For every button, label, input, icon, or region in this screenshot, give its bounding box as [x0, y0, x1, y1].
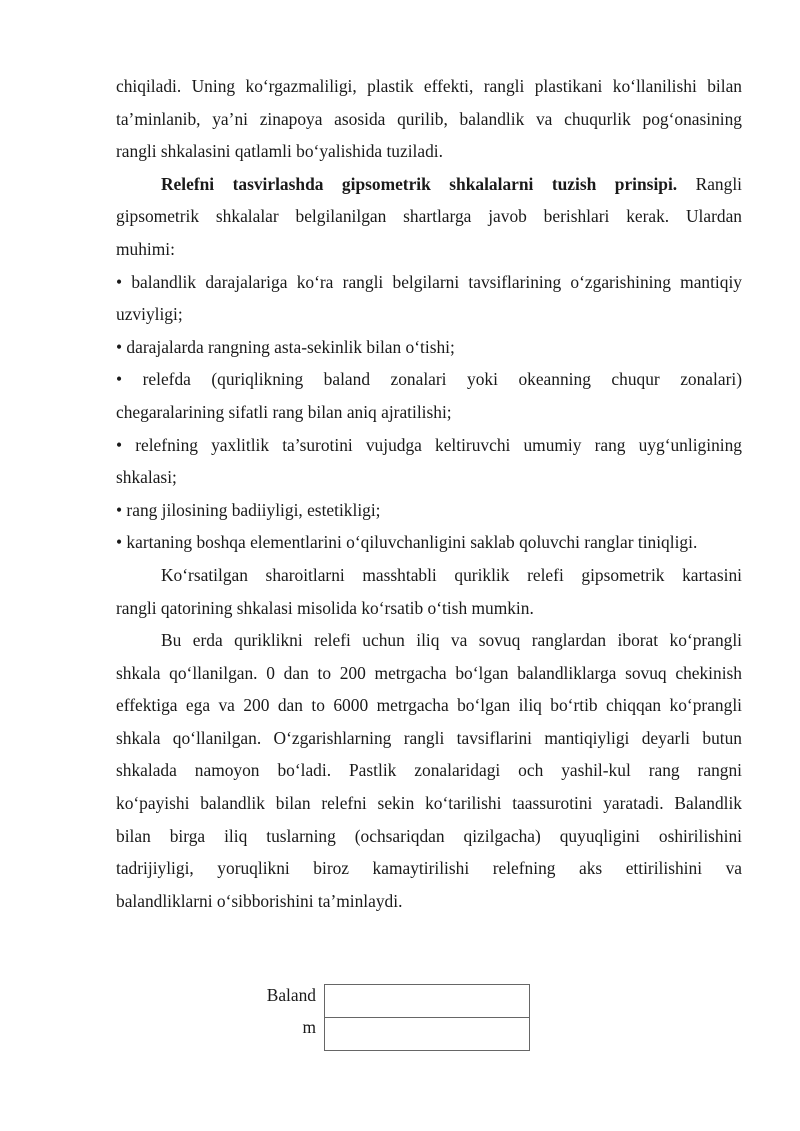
bullet-item-cont: chegaralarining sifatli rang bilan aniq ajratilishi; — [116, 401, 452, 422]
text-line: muhimi: — [116, 238, 175, 259]
text-line: bilan birga iliq tuslarning (ochsariqdan qizilgacha) quyuqligini oshirilishini — [116, 825, 742, 846]
text-line: ko‘payishi balandlik bilan relefni sekin ko‘tarilishi taassurotini yaratadi. Balandlik — [116, 793, 742, 814]
bullet-item: • relefda (quriqlikning baland zonalari yoki okeanning chuqur zonalari) — [116, 369, 742, 390]
bullet-item: • darajalarda rangning asta-sekinlik bilan o‘tishi; — [116, 336, 455, 357]
document-page — [116, 70, 742, 917]
text-line: rangli shkalasini qatlamli bo‘yalishida tuziladi. — [116, 141, 443, 162]
bullet-item: • relefning yaxlitlik ta’surotini vujudga keltiruvchi umumiy rang uyg‘unligining — [116, 434, 742, 455]
text-line: balandliklarni o‘sibborishini ta’minlaydi. — [116, 890, 403, 911]
text-fragment: Rangli — [695, 173, 742, 194]
text-line: shkala qo‘llanilgan. 0 dan to 200 metrgacha bo‘lgan balandliklarga sovuq chekinish — [116, 662, 742, 683]
text-line: Ko‘rsatilgan sharoitlarni masshtabli quriklik relefi gipsometrik kartasini — [161, 564, 742, 585]
text-line: tadrijiyligi, yoruqlikni biroz kamaytirilishi relefning aks ettirilishini va — [116, 858, 742, 879]
text-line: effektiga ega va 200 dan to 6000 metrgacha bo‘lgan iliq bo‘rtib chiqqan ko‘prangli — [116, 695, 742, 716]
section-heading: Relefni tasvirlashda gipsometrik shkalalarni tuzish prinsipi. — [161, 173, 678, 194]
text-line: shkala qo‘llanilgan. O‘zgarishlarning rangli tavsiflarini mantiqiyligi deyarli butun — [116, 727, 742, 748]
bullet-item-cont: uzviyligi; — [116, 304, 183, 325]
legend-label-baland: Baland — [266, 985, 316, 1005]
bullet-item: • rang jilosining badiiyligi, estetikligi; — [116, 499, 381, 520]
text-line: shkalada namoyon bo‘ladi. Pastlik zonalaridagi och yashil-kul rang rangni — [116, 760, 742, 781]
legend-label-m: m — [302, 1017, 316, 1037]
bullet-item: • balandlik darajalariga ko‘ra rangli belgilarni tavsiflarining o‘zgarishining mantiqiy — [116, 271, 742, 292]
text-line: Bu erda quriklikni relefi uchun iliq va sovuq ranglardan iborat ko‘prangli — [161, 630, 742, 651]
text-line: rangli qatorining shkalasi misolida ko‘rsatib o‘tish mumkin. — [116, 597, 534, 618]
legend-swatch — [324, 1017, 530, 1051]
section-heading-line — [116, 168, 742, 201]
legend-swatch — [324, 984, 530, 1018]
text-line: ta’minlanib, ya’ni zinapoya asosida qurilib, balandlik va chuqurlik pog‘onasining — [116, 108, 742, 129]
bullet-item: • kartaning boshqa elementlarini o‘qiluvchanligini saklab qoluvchi ranglar tiniqligi. — [116, 532, 698, 553]
text-line: chiqiladi. Uning ko‘rgazmaliligi, plastik effekti, rangli plastikani ko‘llanilishi bilan — [116, 76, 742, 96]
text-line: gipsometrik shkalalar belgilanilgan shartlarga javob berishlari kerak. Ulardan — [116, 206, 742, 227]
bullet-item-cont: shkalasi; — [116, 467, 177, 488]
hypsometric-legend — [200, 983, 530, 1053]
